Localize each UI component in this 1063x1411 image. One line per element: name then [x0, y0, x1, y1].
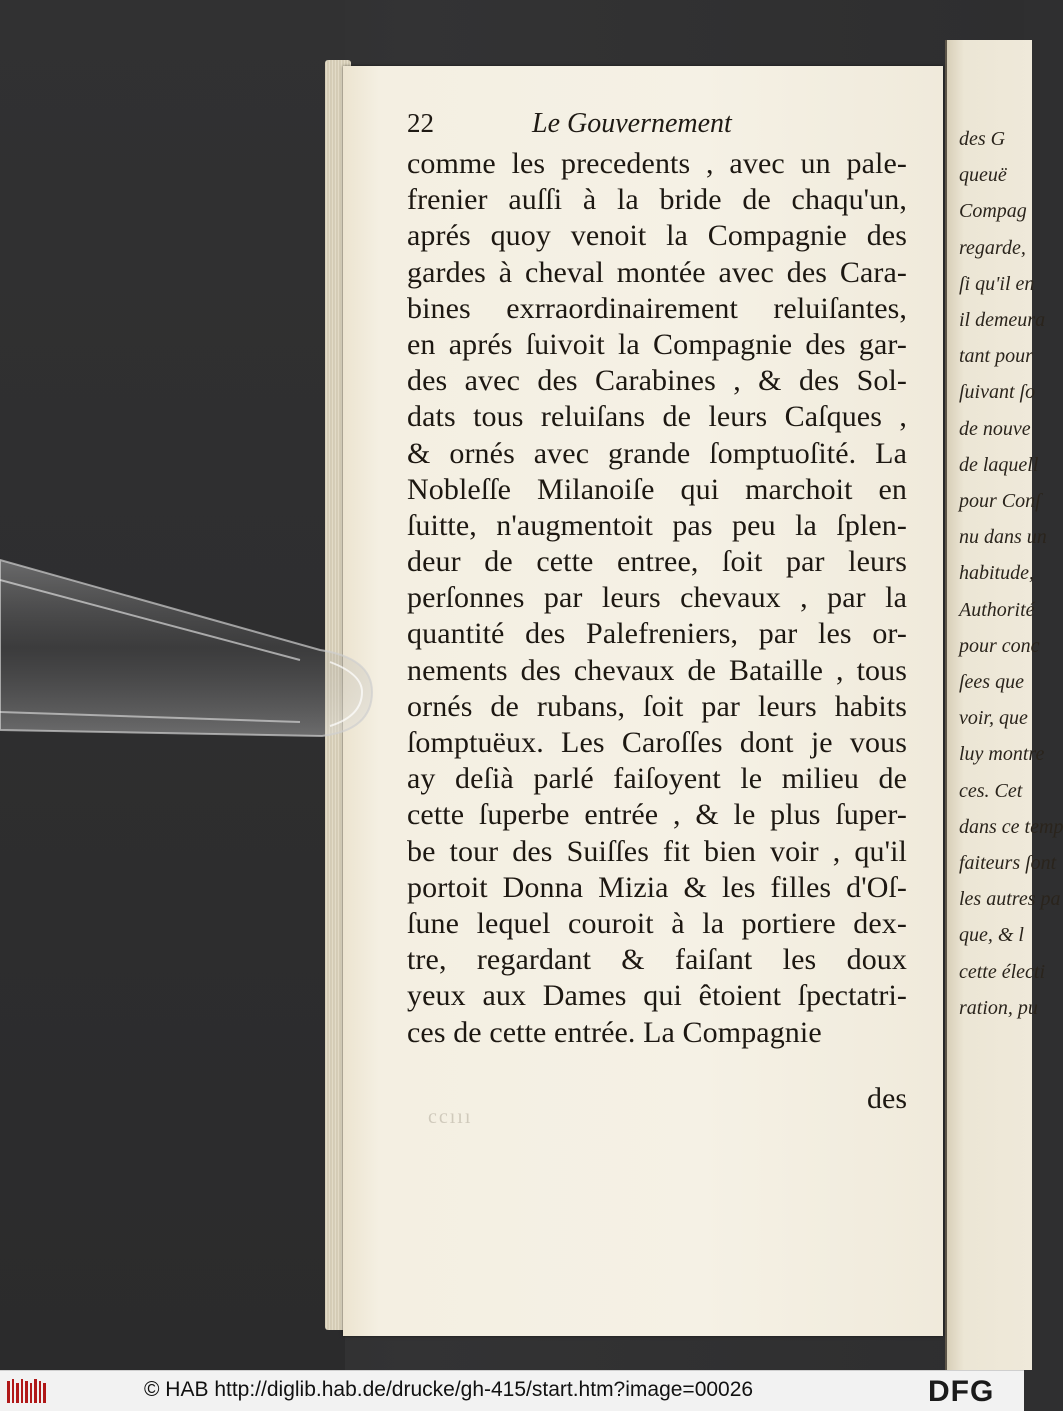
body-text [407, 146, 907, 1051]
next-page-text-fragment: des G [959, 128, 1006, 150]
text-line: ay deſià parlé faiſoyent le milieu de [407, 762, 907, 796]
bleed-through-text: ccııı [428, 1106, 473, 1128]
text-line: nements des chevaux de Bataille , tous [407, 653, 907, 687]
text-line: tre, regardant & faiſant les doux [407, 943, 907, 977]
catchword: des [867, 1082, 907, 1115]
next-page-text-fragment: tant pour [959, 345, 1033, 368]
next-page-text-fragment: pour Conſ [959, 490, 1041, 512]
text-line: ſuitte, n'augmentoit pas peu la ſplen- [407, 508, 907, 542]
text-line: dats tous reluiſans de leurs Caſques , [407, 400, 907, 434]
text-line: quantité des Palefreniers, par les or- [407, 617, 907, 651]
next-page-text-fragment: il demeura [959, 309, 1046, 331]
next-page-text-fragment: ces. Cet [959, 779, 1023, 802]
dark-backing-board [0, 0, 345, 1370]
dfg-logo: DFG [928, 1375, 995, 1408]
text-line: ſune lequel couroit à la portiere dex- [407, 906, 907, 940]
text-line: portoit Donna Mizia & les filles d'Oſ- [407, 870, 907, 904]
text-line: cette ſuperbe entrée , & le plus ſuper- [407, 798, 907, 832]
next-page-text-fragment: ſuivant ſo [959, 381, 1036, 404]
page-header [407, 108, 747, 144]
text-line: bines exrraordinairement reluiſantes, [407, 291, 907, 325]
next-page-text-fragment: habitude, [959, 562, 1034, 585]
text-line: & ornés avec grande ſomptuoſité. La [407, 436, 907, 470]
next-page-text-fragment: pour conc [959, 634, 1040, 657]
next-page-text-fragment: Authorité [959, 598, 1035, 621]
text-line: des avec des Carabines , & des Sol- [407, 364, 907, 398]
text-line: ces de cette entrée. La Compagnie [407, 1015, 822, 1049]
text-line: yeux aux Dames qui êtoient ſpectatri- [407, 979, 907, 1013]
text-line: comme les precedents , avec un pale- [407, 147, 907, 180]
footer-bar [0, 1370, 1024, 1411]
next-page-text-fragment: de laquell [959, 453, 1039, 476]
text-line: deur de cette entree, ſoit par leurs [407, 545, 907, 579]
next-page-text-fragment: les autres pa [959, 888, 1061, 911]
next-page-text-fragment: cette électi [959, 960, 1046, 983]
next-page-text-fragment: ſees que [959, 671, 1024, 693]
text-line: perſonnes par leurs chevaux , par la [407, 581, 907, 615]
text-line: ſomptuëux. Les Caroſſes dont je vous [407, 726, 907, 759]
text-line: aprés quoy venoit la Compagnie des [407, 219, 907, 253]
text-line: ornés de rubans, ſoit par leurs habits [407, 689, 907, 723]
page-number: 22 [407, 108, 434, 138]
text-line: en aprés ſuivoit la Compagnie des gar- [407, 327, 907, 361]
next-page-text-fragment: Compag [959, 200, 1027, 223]
running-head: Le Gouvernement [532, 108, 732, 139]
next-page-text-fragment: regarde, [959, 236, 1026, 259]
text-line: be tour des Suiſſes fit bien voir , qu'il [407, 834, 907, 868]
next-page-text-fragment: que, & l [959, 924, 1024, 947]
copyright-link[interactable]: © HAB http://diglib.hab.de/drucke/gh-415/start.htm?image=00026 [144, 1378, 754, 1401]
next-page-text-fragment: nu dans un [959, 526, 1047, 549]
next-page-text-fragment: faiteurs ſont [959, 852, 1057, 874]
hab-logo-icon [6, 1377, 50, 1405]
next-page-text-fragment: de nouve [959, 417, 1031, 440]
text-line: gardes à cheval montée avec des Cara- [407, 255, 907, 289]
next-page-text-fragment: dans ce temp [959, 815, 1063, 838]
next-page-text-fragment: ſi qu'il en [959, 272, 1035, 295]
next-page-text-fragment: voir, que [959, 707, 1028, 730]
text-line: frenier auſſi à la bride de chaqu'un, [407, 183, 907, 217]
next-page-text-fragment: luy montre [959, 743, 1045, 766]
next-page-text-fragment: ration, pu [959, 996, 1038, 1019]
next-page-edge [945, 40, 1063, 1370]
book-page [343, 66, 943, 1336]
next-page-text-fragment: queuë [959, 164, 1007, 187]
text-line: Nobleſſe Milanoiſe qui marchoit en [407, 472, 907, 506]
